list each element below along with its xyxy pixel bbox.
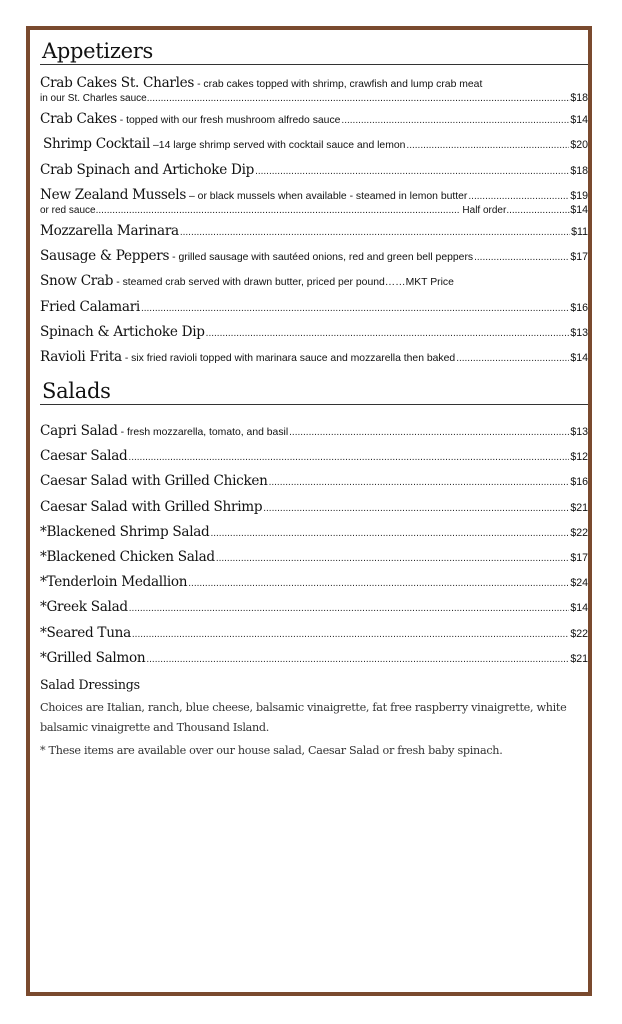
menu-item xyxy=(40,495,588,520)
menu-item xyxy=(40,545,588,570)
item-price: $20 xyxy=(570,139,588,152)
leader-dots xyxy=(474,245,569,269)
item-description: - topped with our fresh mushroom alfredo sauce xyxy=(119,115,341,127)
item-price: $12 xyxy=(570,451,588,464)
salads-footnote: * These items are available over our house salad, Caesar Salad or fresh baby spinach. xyxy=(40,743,503,757)
menu-item xyxy=(40,244,588,269)
appetizers-list xyxy=(40,71,588,370)
item-price: $18 xyxy=(570,164,588,177)
leader-dots xyxy=(129,596,570,620)
item-name: Caesar Salad with Grilled Shrimp xyxy=(40,498,263,515)
leader-dots xyxy=(180,220,570,244)
item-price: $14 xyxy=(570,114,588,127)
leader-dots xyxy=(289,420,569,444)
leader-dots xyxy=(341,108,569,132)
item-price: $13 xyxy=(570,426,588,439)
half-order-price: $14 xyxy=(570,203,588,216)
salads-list xyxy=(40,419,588,671)
item-price: $22 xyxy=(570,526,588,539)
salad-dressings-heading: Salad Dressings xyxy=(40,676,140,692)
item-name: Caesar Salad with Grilled Chicken xyxy=(40,473,268,490)
menu-item xyxy=(40,132,588,157)
item-price: $24 xyxy=(570,577,588,590)
leader-dots xyxy=(132,622,569,646)
half-order-label: Half order xyxy=(462,204,507,216)
leader-dots xyxy=(128,445,569,469)
item-name: Spinach & Artichoke Dip xyxy=(40,323,205,340)
item-price: $17 xyxy=(570,552,588,564)
leader-dots xyxy=(147,92,571,105)
item-price: $21 xyxy=(570,652,588,665)
leader-dots xyxy=(255,159,569,183)
item-description: – or black mussels when available - steamed in lemon butter xyxy=(189,190,468,202)
item-description: - crab cakes topped with shrimp, crawfish and lump crab meat xyxy=(197,79,483,90)
item-price: $11 xyxy=(571,225,588,238)
item-name: *Greek Salad xyxy=(40,599,128,616)
item-description-cont: or red sauce xyxy=(40,204,96,216)
leader-dots xyxy=(146,647,569,671)
item-description: - grilled sausage with sautéed onions, red and green bell peppers xyxy=(172,252,474,264)
leader-dots xyxy=(96,204,461,217)
salad-dressings-text: Choices are Italian, ranch, blue cheese, balsamic vinaigrette, fat free raspberry vinaigrette, white balsamic vinaigrette and Thousand Island. xyxy=(40,700,567,734)
menu-item xyxy=(40,621,588,646)
leader-dots xyxy=(210,521,569,545)
item-name: *Blackened Chicken Salad xyxy=(40,549,215,565)
item-description: - six fried ravioli topped with marinara sauce and mozzarella then baked xyxy=(124,352,456,364)
item-name: Shrimp Cocktail xyxy=(43,136,151,153)
item-description: –14 large shrimp served with cocktail sauce and lemon xyxy=(153,140,406,152)
menu-page-frame xyxy=(26,26,592,996)
menu-item xyxy=(40,320,588,345)
item-name: Mozzarella Marinara xyxy=(40,222,179,239)
item-price: $14 xyxy=(570,351,588,364)
menu-item xyxy=(40,595,588,620)
leader-dots xyxy=(269,470,570,494)
menu-item xyxy=(40,570,588,595)
item-name: Crab Cakes xyxy=(40,111,117,128)
item-name: Ravioli Frita xyxy=(40,348,122,365)
appetizers-heading: Appetizers xyxy=(40,30,588,65)
item-name: *Blackened Shrimp Salad xyxy=(40,523,210,540)
menu-item xyxy=(40,219,588,244)
menu-content xyxy=(40,30,588,761)
item-price: $21 xyxy=(570,501,588,514)
item-name: New Zealand Mussels xyxy=(40,186,187,203)
item-price: $19 xyxy=(570,189,588,202)
menu-item-continuation xyxy=(40,92,588,107)
item-name: *Seared Tuna xyxy=(40,624,131,641)
item-price: $13 xyxy=(570,326,588,339)
item-name: *Tenderloin Medallion xyxy=(40,574,188,591)
salads-heading: Salads xyxy=(40,370,588,405)
item-name: Capri Salad xyxy=(40,423,118,440)
menu-item xyxy=(40,419,588,444)
item-name: Fried Calamari xyxy=(40,298,140,315)
item-price: $14 xyxy=(570,602,588,615)
item-price: $18 xyxy=(570,92,588,105)
item-description: - steamed crab served with drawn butter, priced per pound……MKT Price xyxy=(116,277,454,289)
menu-item xyxy=(40,158,588,183)
menu-item-continuation xyxy=(40,204,588,219)
menu-item xyxy=(40,269,588,294)
spacer xyxy=(40,405,588,419)
menu-item xyxy=(40,444,588,469)
leader-dots xyxy=(456,346,569,370)
item-name: Sausage & Peppers xyxy=(40,248,170,265)
leader-dots xyxy=(506,204,570,217)
menu-item xyxy=(40,469,588,494)
leader-dots xyxy=(206,321,570,345)
leader-dots xyxy=(216,546,570,570)
item-price: $22 xyxy=(570,627,588,640)
item-name: Crab Cakes St. Charles xyxy=(40,75,195,91)
item-price: $16 xyxy=(570,301,588,314)
item-description-cont: in our St. Charles sauce xyxy=(40,93,147,105)
leader-dots xyxy=(263,496,569,520)
leader-dots xyxy=(188,571,569,595)
item-name: Caesar Salad xyxy=(40,448,128,465)
leader-dots xyxy=(141,296,569,320)
item-name: *Grilled Salmon xyxy=(40,649,146,666)
menu-item xyxy=(40,107,588,132)
leader-dots xyxy=(406,133,569,157)
menu-item xyxy=(40,295,588,320)
item-name: Crab Spinach and Artichoke Dip xyxy=(40,161,255,178)
menu-item xyxy=(40,646,588,671)
item-price: $17 xyxy=(570,251,588,264)
menu-item xyxy=(40,345,588,370)
item-price: $16 xyxy=(570,476,588,489)
menu-item xyxy=(40,520,588,545)
item-description: - fresh mozzarella, tomato, and basil xyxy=(120,427,289,439)
item-name: Snow Crab xyxy=(40,273,114,290)
